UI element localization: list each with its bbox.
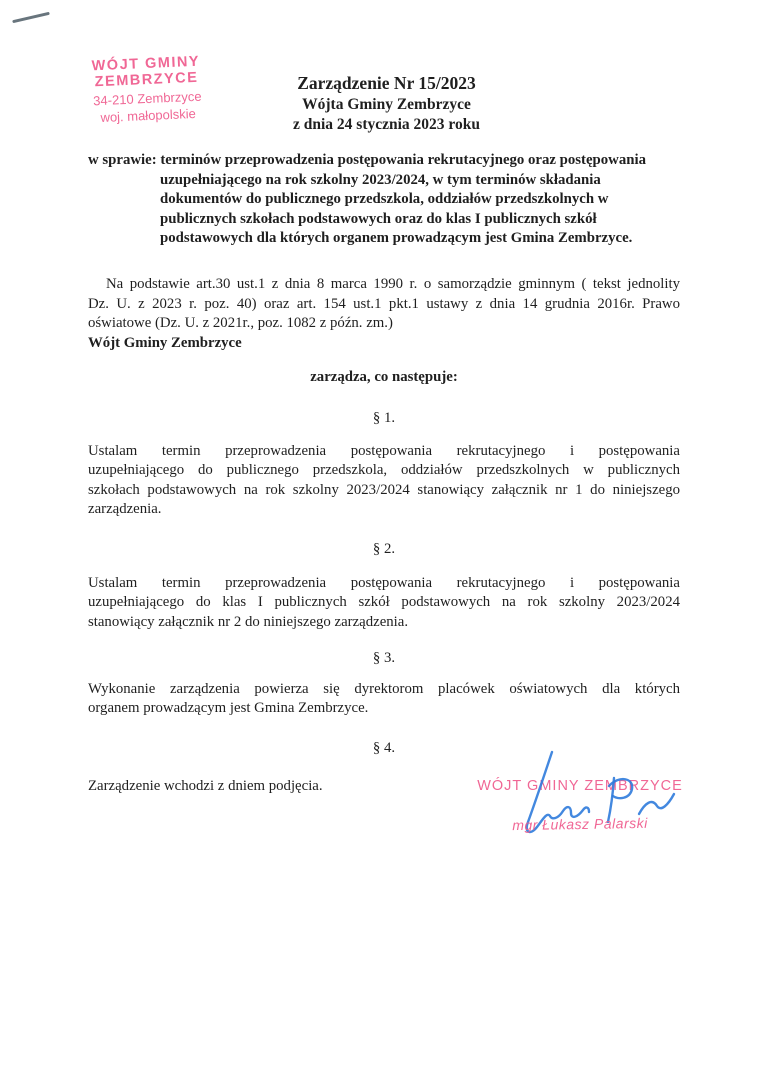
legal-basis-paragraph bbox=[88, 275, 680, 353]
subject-line: w sprawie: terminów przeprowadzenia postępowania rekrutacyjnego oraz postępowania bbox=[88, 152, 646, 168]
signature-name: mgr Łukasz Palarski bbox=[512, 814, 648, 834]
section-4-heading: § 4. bbox=[372, 740, 396, 757]
legal-basis-line: oświatowe (Dz. U. z 2021r., poz. 1082 z późn. zm.) bbox=[88, 315, 393, 332]
section-1-line: Ustalam termin przeprowadzenia postępowania rekrutacyjnego i postępowania bbox=[88, 442, 680, 459]
section-3-paragraph bbox=[88, 680, 680, 719]
subject-line: publicznych szkołach podstawowych oraz do klas I publicznych szkół bbox=[160, 210, 597, 227]
legal-basis-line: Dz. U. z 2023 r. poz. 40) oraz art. 154 ust.1 pkt.1 ustawy z dnia 14 grudnia 2016r. Prawo bbox=[88, 295, 680, 312]
section-2-heading: § 2. bbox=[372, 540, 396, 557]
title-date: z dnia 24 stycznia 2023 roku bbox=[292, 116, 481, 133]
section-2-line: stanowiący załącznik nr 2 do niniejszego zarządzenia. bbox=[88, 613, 409, 630]
subject-line: uzupełniającego na rok szkolny 2023/2024, w tym terminów składania bbox=[160, 171, 601, 188]
subject-paragraph bbox=[88, 151, 680, 249]
issuer-line: Wójt Gminy Zembrzyce bbox=[88, 334, 242, 351]
title-number: Zarządzenie Nr 15/2023 bbox=[297, 73, 476, 93]
stamp-authority-line: WÓJT GMINY ZEMBRZYCE bbox=[91, 53, 201, 91]
section-1-heading: § 1. bbox=[372, 409, 396, 426]
legal-basis-line: Na podstawie art.30 ust.1 z dnia 8 marca 1990 r. o samorządzie gminnym ( tekst jednolity bbox=[106, 275, 680, 292]
section-2-line: uzupełniającego do klas I publicznych szkół podstawowych na rok szkolny 2023/2024 bbox=[88, 594, 680, 611]
section-3-line: Wykonanie zarządzenia powierza się dyrektorom placówek oświatowych dla których bbox=[88, 680, 680, 697]
section-1-line: szkołach podstawowych na rok szkolny 2023/2024 stanowiący załącznik nr 1 do niniejszego bbox=[88, 481, 680, 498]
signature-stamp-title: WÓJT GMINY ZEMBRZYCE bbox=[477, 778, 683, 794]
subject-line: podstawowych dla których organem prowadzącym jest Gmina Zembrzyce. bbox=[160, 230, 633, 247]
stamp-postcode-line: 34-210 Zembrzyce bbox=[92, 88, 202, 109]
section-1-line: zarządzenia. bbox=[88, 501, 162, 518]
signature-block bbox=[468, 770, 692, 832]
document-title bbox=[0, 73, 761, 134]
section-4-line: Zarządzenie wchodzi z dniem podjęcia. bbox=[88, 777, 323, 794]
section-2-paragraph bbox=[88, 574, 680, 633]
subject-line: dokumentów do publicznego przedszkola, oddziałów przedszkolnych w bbox=[160, 191, 609, 208]
section-1-line: uzupełniającego do publicznego przedszkola, oddziałów przedszkolnych w publicznych bbox=[88, 462, 680, 479]
section-3-heading: § 3. bbox=[372, 650, 396, 667]
stamp-voivodeship-line: woj. małopolskie bbox=[100, 105, 197, 126]
pen-mark bbox=[12, 12, 50, 23]
title-authority: Wójta Gminy Zembrzyce bbox=[302, 96, 471, 113]
section-2-line: Ustalam termin przeprowadzenia postępowania rekrutacyjnego i postępowania bbox=[88, 574, 680, 591]
order-intro: zarządza, co następuje: bbox=[310, 369, 458, 386]
document-body bbox=[88, 151, 680, 796]
section-3-line: organem prowadzącym jest Gmina Zembrzyce. bbox=[88, 700, 369, 717]
section-1-paragraph bbox=[88, 442, 680, 520]
